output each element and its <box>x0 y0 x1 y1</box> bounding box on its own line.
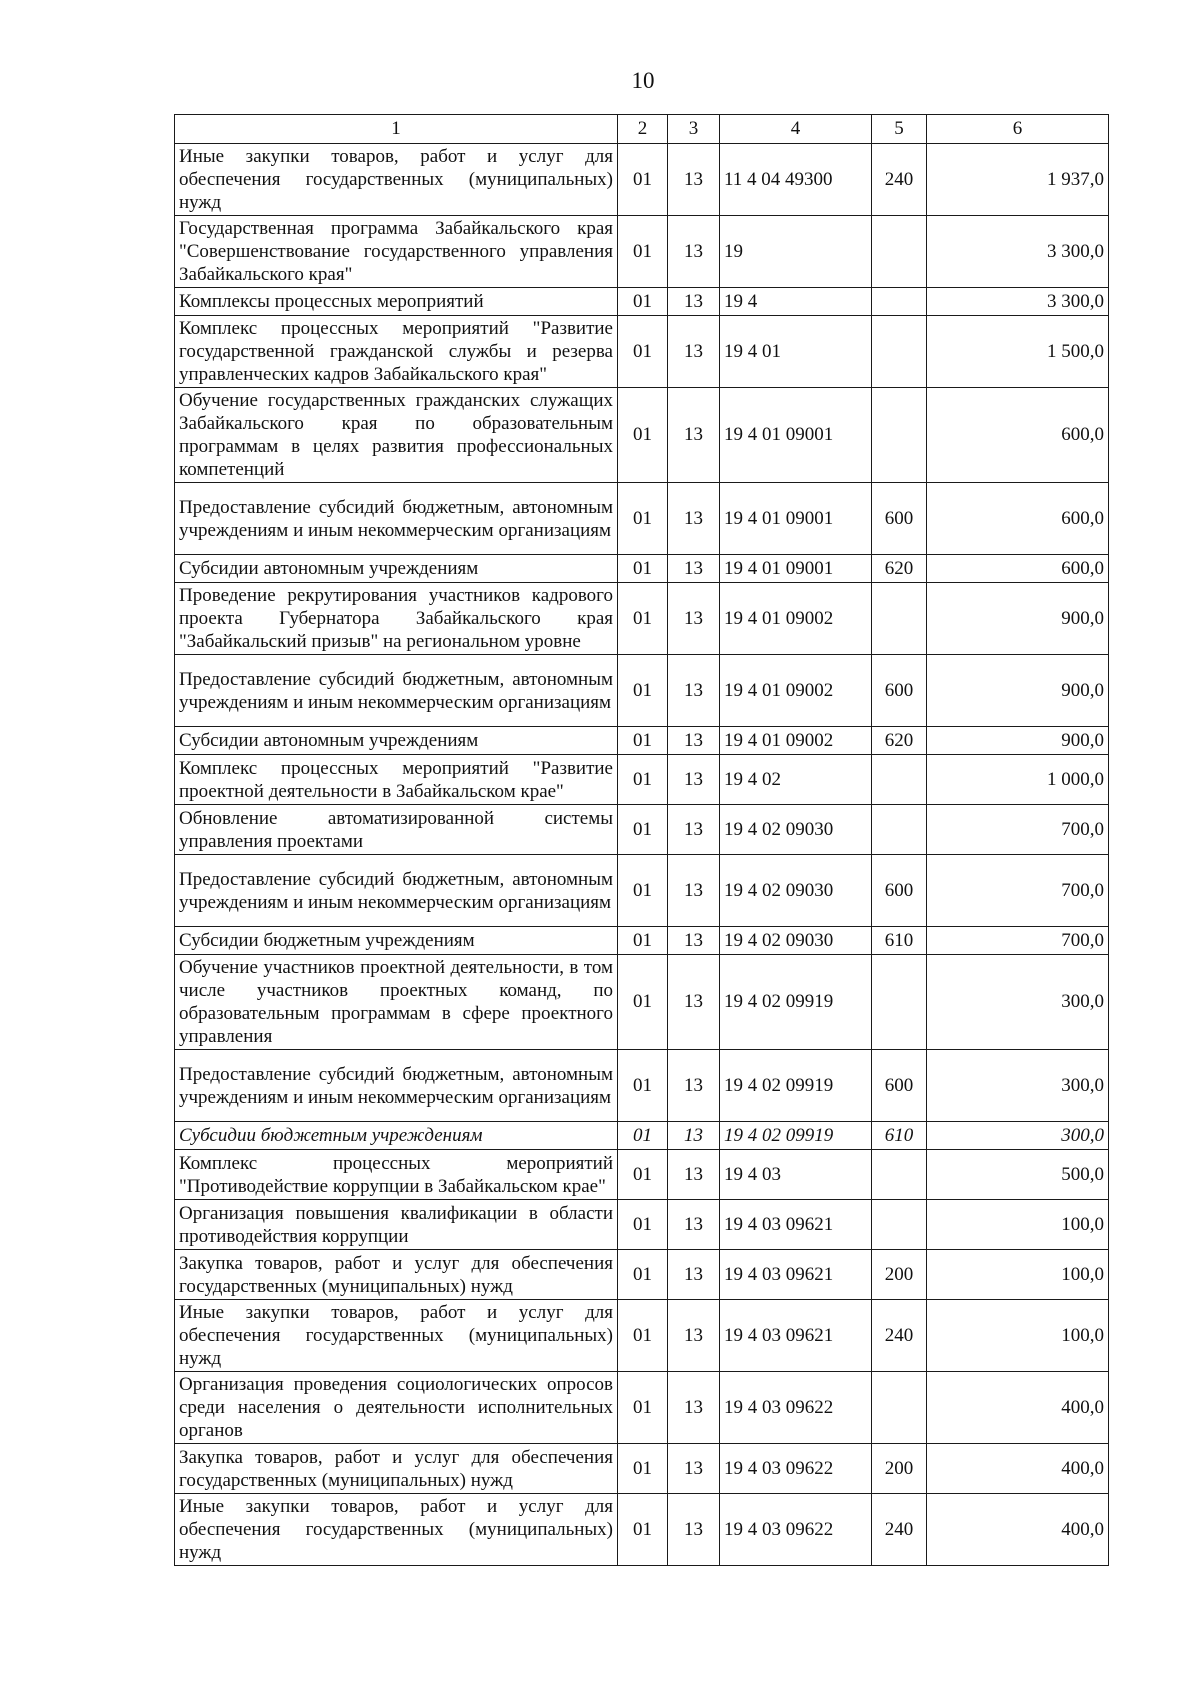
row-expense-type: 620 <box>872 555 927 583</box>
row-description: Субсидии автономным учреждениям <box>175 727 618 755</box>
row-amount: 100,0 <box>927 1250 1109 1300</box>
row-target-article: 19 4 03 09621 <box>720 1300 872 1372</box>
table-row <box>175 805 1109 855</box>
row-description: Комплекс процессных мероприятий "Противодействие коррупции в Забайкальском крае" <box>175 1150 618 1200</box>
row-subsection-code: 13 <box>668 1444 720 1494</box>
row-amount: 900,0 <box>927 727 1109 755</box>
row-subsection-code: 13 <box>668 655 720 727</box>
row-subsection-code: 13 <box>668 1494 720 1566</box>
row-description: Обучение государственных гражданских служащих Забайкальского края по образовательным программам в целях развития профессиональных компетенций <box>175 388 618 483</box>
row-expense-type <box>872 805 927 855</box>
row-subsection-code: 13 <box>668 1122 720 1150</box>
row-section-code: 01 <box>618 1372 668 1444</box>
row-description: Иные закупки товаров, работ и услуг для обеспечения государственных (муниципальных) нужд <box>175 1300 618 1372</box>
row-expense-type <box>872 1372 927 1444</box>
row-description: Субсидии бюджетным учреждениям <box>175 927 618 955</box>
row-description: Иные закупки товаров, работ и услуг для обеспечения государственных (муниципальных) нужд <box>175 144 618 216</box>
column-header: 5 <box>872 115 927 144</box>
row-description: Организация проведения социологических опросов среди населения о деятельности исполнительных органов <box>175 1372 618 1444</box>
row-expense-type: 240 <box>872 1494 927 1566</box>
row-target-article: 19 4 02 09030 <box>720 805 872 855</box>
row-description: Субсидии автономным учреждениям <box>175 555 618 583</box>
row-target-article: 19 4 03 09621 <box>720 1200 872 1250</box>
row-subsection-code: 13 <box>668 1150 720 1200</box>
row-subsection-code: 13 <box>668 288 720 316</box>
row-amount: 700,0 <box>927 927 1109 955</box>
row-target-article: 19 4 02 09030 <box>720 927 872 955</box>
table-row <box>175 1050 1109 1122</box>
row-section-code: 01 <box>618 483 668 555</box>
row-target-article: 19 4 01 09001 <box>720 555 872 583</box>
row-section-code: 01 <box>618 927 668 955</box>
row-subsection-code: 13 <box>668 1050 720 1122</box>
row-subsection-code: 13 <box>668 1200 720 1250</box>
table-row <box>175 144 1109 216</box>
row-description: Закупка товаров, работ и услуг для обеспечения государственных (муниципальных) нужд <box>175 1444 618 1494</box>
row-amount: 400,0 <box>927 1444 1109 1494</box>
table-row <box>175 855 1109 927</box>
row-target-article: 19 4 02 09919 <box>720 1122 872 1150</box>
row-description: Субсидии бюджетным учреждениям <box>175 1122 618 1150</box>
row-expense-type: 600 <box>872 655 927 727</box>
row-amount: 300,0 <box>927 1050 1109 1122</box>
column-header: 6 <box>927 115 1109 144</box>
row-target-article: 19 4 01 09001 <box>720 483 872 555</box>
table-row <box>175 555 1109 583</box>
row-section-code: 01 <box>618 144 668 216</box>
row-target-article: 19 4 03 09621 <box>720 1250 872 1300</box>
row-expense-type: 620 <box>872 727 927 755</box>
table-row <box>175 1150 1109 1200</box>
table-row <box>175 1122 1109 1150</box>
row-expense-type: 600 <box>872 483 927 555</box>
row-amount: 400,0 <box>927 1372 1109 1444</box>
row-description: Закупка товаров, работ и услуг для обеспечения государственных (муниципальных) нужд <box>175 1250 618 1300</box>
row-expense-type: 240 <box>872 144 927 216</box>
row-section-code: 01 <box>618 1050 668 1122</box>
row-target-article: 19 4 02 09919 <box>720 1050 872 1122</box>
row-section-code: 01 <box>618 1122 668 1150</box>
row-amount: 600,0 <box>927 555 1109 583</box>
row-expense-type: 200 <box>872 1250 927 1300</box>
table-body <box>175 144 1109 1566</box>
row-amount: 300,0 <box>927 1122 1109 1150</box>
row-description: Комплексы процессных мероприятий <box>175 288 618 316</box>
row-expense-type: 240 <box>872 1300 927 1372</box>
row-subsection-code: 13 <box>668 483 720 555</box>
row-target-article: 19 4 01 09002 <box>720 727 872 755</box>
row-section-code: 01 <box>618 805 668 855</box>
row-subsection-code: 13 <box>668 1372 720 1444</box>
row-subsection-code: 13 <box>668 805 720 855</box>
row-section-code: 01 <box>618 755 668 805</box>
row-expense-type: 610 <box>872 927 927 955</box>
row-target-article: 19 4 03 <box>720 1150 872 1200</box>
table-header-row <box>175 115 1109 144</box>
table-row <box>175 727 1109 755</box>
row-subsection-code: 13 <box>668 583 720 655</box>
table-row <box>175 1200 1109 1250</box>
row-subsection-code: 13 <box>668 388 720 483</box>
row-subsection-code: 13 <box>668 855 720 927</box>
row-section-code: 01 <box>618 1200 668 1250</box>
row-description: Комплекс процессных мероприятий "Развитие государственной гражданской службы и резерва управленческих кадров Забайкальского края" <box>175 316 618 388</box>
row-target-article: 19 4 02 <box>720 755 872 805</box>
column-header: 2 <box>618 115 668 144</box>
row-target-article: 19 4 03 09622 <box>720 1444 872 1494</box>
row-expense-type <box>872 216 927 288</box>
row-target-article: 11 4 04 49300 <box>720 144 872 216</box>
row-target-article: 19 4 01 09002 <box>720 583 872 655</box>
column-header: 4 <box>720 115 872 144</box>
row-subsection-code: 13 <box>668 955 720 1050</box>
row-section-code: 01 <box>618 555 668 583</box>
row-section-code: 01 <box>618 1150 668 1200</box>
row-subsection-code: 13 <box>668 727 720 755</box>
column-header: 3 <box>668 115 720 144</box>
table-row <box>175 1300 1109 1372</box>
row-section-code: 01 <box>618 1494 668 1566</box>
row-target-article: 19 4 03 09622 <box>720 1494 872 1566</box>
row-expense-type: 600 <box>872 855 927 927</box>
row-expense-type: 600 <box>872 1050 927 1122</box>
row-expense-type <box>872 316 927 388</box>
page-number: 10 <box>631 68 655 93</box>
table-row <box>175 655 1109 727</box>
row-description: Организация повышения квалификации в области противодействия коррупции <box>175 1200 618 1250</box>
table-row <box>175 288 1109 316</box>
row-expense-type <box>872 1150 927 1200</box>
table-row <box>175 1250 1109 1300</box>
row-section-code: 01 <box>618 216 668 288</box>
row-description: Предоставление субсидий бюджетным, автономным учреждениям и иным некоммерческим организациям <box>175 855 618 927</box>
row-target-article: 19 4 01 09002 <box>720 655 872 727</box>
row-subsection-code: 13 <box>668 316 720 388</box>
table-row <box>175 316 1109 388</box>
row-subsection-code: 13 <box>668 144 720 216</box>
table-row <box>175 1372 1109 1444</box>
table-row <box>175 216 1109 288</box>
row-amount: 700,0 <box>927 855 1109 927</box>
row-subsection-code: 13 <box>668 755 720 805</box>
row-section-code: 01 <box>618 955 668 1050</box>
row-amount: 900,0 <box>927 655 1109 727</box>
table-row <box>175 483 1109 555</box>
row-subsection-code: 13 <box>668 555 720 583</box>
row-description: Обновление автоматизированной системы управления проектами <box>175 805 618 855</box>
row-section-code: 01 <box>618 388 668 483</box>
row-description: Предоставление субсидий бюджетным, автономным учреждениям и иным некоммерческим организациям <box>175 1050 618 1122</box>
row-target-article: 19 4 01 <box>720 316 872 388</box>
row-amount: 600,0 <box>927 483 1109 555</box>
table-row <box>175 755 1109 805</box>
row-section-code: 01 <box>618 1444 668 1494</box>
row-amount: 900,0 <box>927 583 1109 655</box>
row-amount: 400,0 <box>927 1494 1109 1566</box>
row-amount: 3 300,0 <box>927 216 1109 288</box>
row-description: Государственная программа Забайкальского края "Совершенствование государственного управления Забайкальского края" <box>175 216 618 288</box>
row-target-article: 19 4 02 09030 <box>720 855 872 927</box>
row-expense-type <box>872 388 927 483</box>
row-amount: 1 937,0 <box>927 144 1109 216</box>
row-expense-type <box>872 955 927 1050</box>
row-description: Иные закупки товаров, работ и услуг для обеспечения государственных (муниципальных) нужд <box>175 1494 618 1566</box>
row-section-code: 01 <box>618 1300 668 1372</box>
table-row <box>175 955 1109 1050</box>
row-amount: 3 300,0 <box>927 288 1109 316</box>
budget-table <box>174 114 1109 1566</box>
table-row <box>175 1444 1109 1494</box>
row-amount: 600,0 <box>927 388 1109 483</box>
row-section-code: 01 <box>618 855 668 927</box>
row-expense-type: 200 <box>872 1444 927 1494</box>
table-row <box>175 583 1109 655</box>
table-row <box>175 1494 1109 1566</box>
row-amount: 1 000,0 <box>927 755 1109 805</box>
row-subsection-code: 13 <box>668 927 720 955</box>
row-expense-type <box>872 755 927 805</box>
row-target-article: 19 4 <box>720 288 872 316</box>
row-description: Обучение участников проектной деятельности, в том числе участников проектных команд, по образовательным программам в сфере проектного управления <box>175 955 618 1050</box>
row-target-article: 19 4 01 09001 <box>720 388 872 483</box>
row-expense-type: 610 <box>872 1122 927 1150</box>
table-row <box>175 388 1109 483</box>
row-amount: 300,0 <box>927 955 1109 1050</box>
row-section-code: 01 <box>618 727 668 755</box>
row-subsection-code: 13 <box>668 216 720 288</box>
row-description: Комплекс процессных мероприятий "Развитие проектной деятельности в Забайкальском крае" <box>175 755 618 805</box>
row-section-code: 01 <box>618 288 668 316</box>
row-description: Предоставление субсидий бюджетным, автономным учреждениям и иным некоммерческим организациям <box>175 483 618 555</box>
row-description: Предоставление субсидий бюджетным, автономным учреждениям и иным некоммерческим организациям <box>175 655 618 727</box>
row-subsection-code: 13 <box>668 1300 720 1372</box>
row-section-code: 01 <box>618 1250 668 1300</box>
row-amount: 700,0 <box>927 805 1109 855</box>
row-target-article: 19 4 03 09622 <box>720 1372 872 1444</box>
row-subsection-code: 13 <box>668 1250 720 1300</box>
row-expense-type <box>872 583 927 655</box>
row-amount: 1 500,0 <box>927 316 1109 388</box>
row-description: Проведение рекрутирования участников кадрового проекта Губернатора Забайкальского края "Забайкальский призыв" на региональном уровне <box>175 583 618 655</box>
row-amount: 100,0 <box>927 1200 1109 1250</box>
row-section-code: 01 <box>618 583 668 655</box>
row-amount: 100,0 <box>927 1300 1109 1372</box>
row-target-article: 19 <box>720 216 872 288</box>
row-section-code: 01 <box>618 655 668 727</box>
row-section-code: 01 <box>618 316 668 388</box>
column-header: 1 <box>175 115 618 144</box>
table-row <box>175 927 1109 955</box>
row-expense-type <box>872 288 927 316</box>
row-target-article: 19 4 02 09919 <box>720 955 872 1050</box>
row-expense-type <box>872 1200 927 1250</box>
row-amount: 500,0 <box>927 1150 1109 1200</box>
